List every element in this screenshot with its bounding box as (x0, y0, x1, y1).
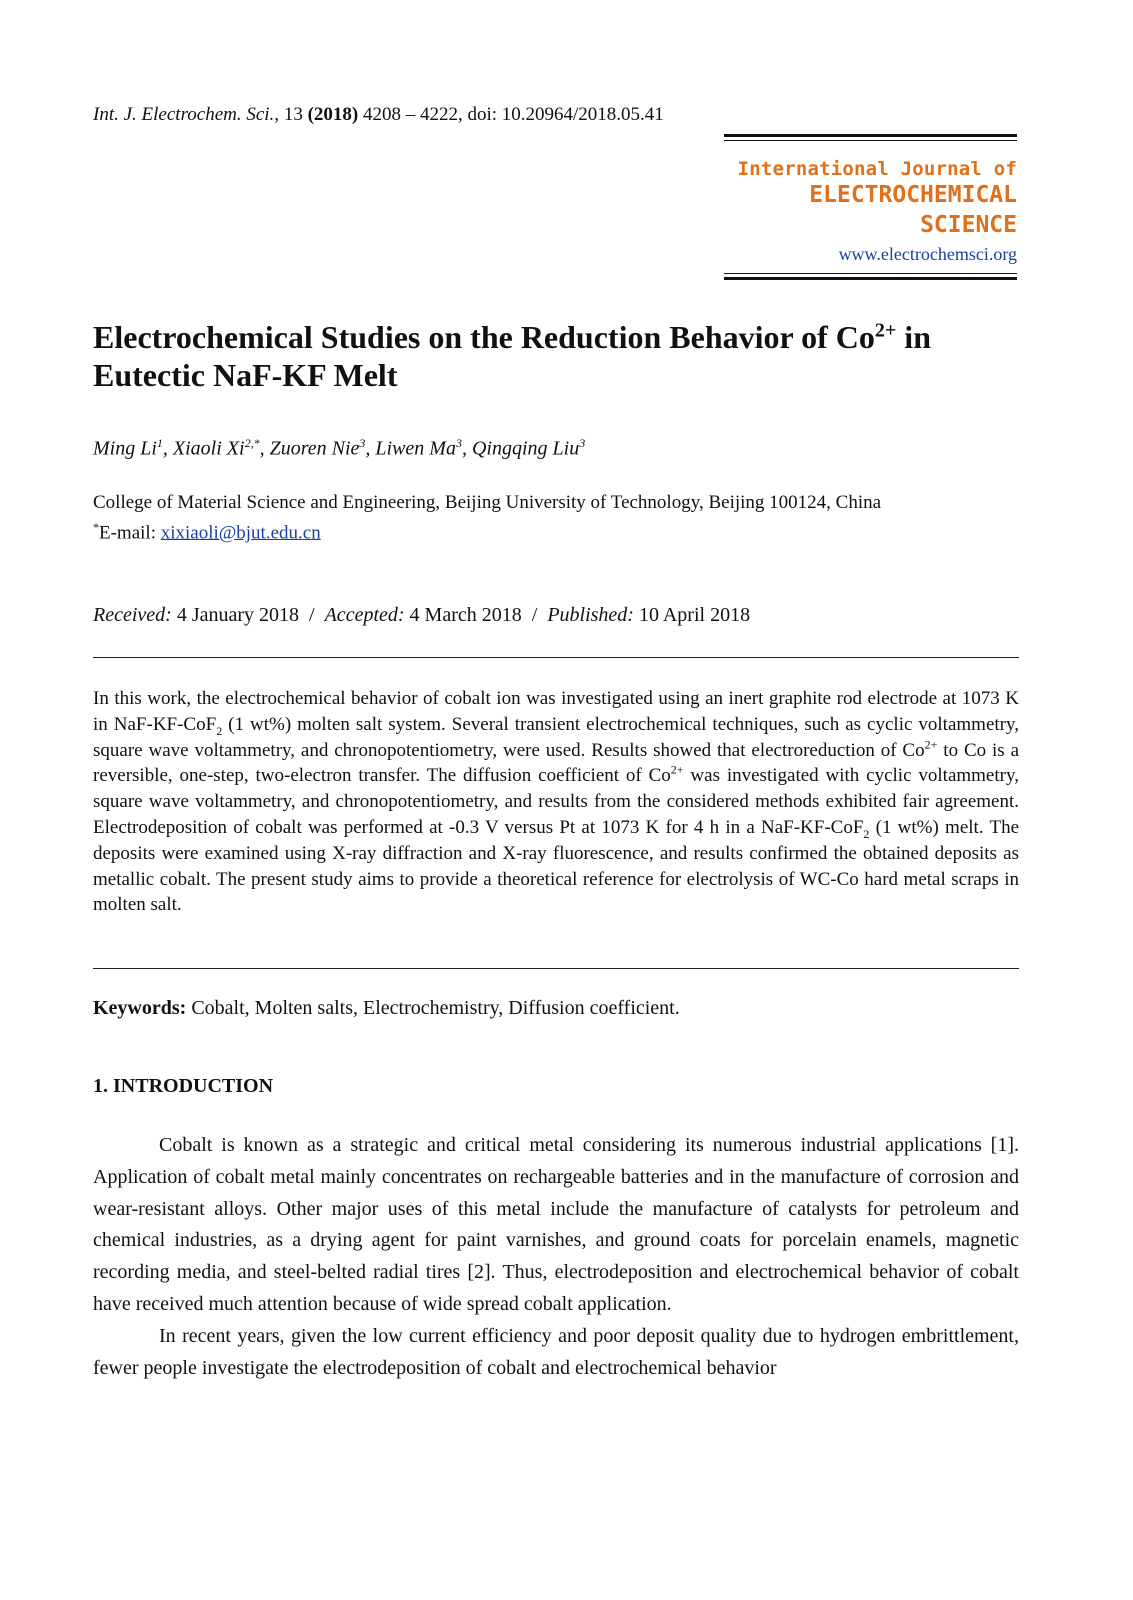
affiliation-text: College of Material Science and Engineering, Beijing University of Technology, Beijing 100124, China (93, 492, 882, 513)
brand-rule (724, 277, 1017, 280)
abstract-text: (1 wt%) melt. The deposits were examined using X-ray diffraction and X-ray fluorescence, and results confirmed the obtained deposits as metallic cobalt. The present study aims to provide a theoretical reference for electrolysis of WC-Co hard metal scraps in molten salt. (93, 816, 1019, 916)
body-text (93, 1130, 1019, 1384)
abstract-bottom-rule (93, 968, 1019, 969)
paragraph: In recent years, given the low current efficiency and poor deposit quality due to hydrogen embrittlement, fewer people investigate the electrodeposition of cobalt and electrochemical behavior (93, 1324, 1019, 1379)
abstract (93, 686, 1019, 918)
author: Liwen Ma (375, 437, 456, 460)
keywords-label: Keywords: (93, 997, 187, 1019)
abstract-text: to Co is a reversible, one-step, two-electron transfer. The diffusion coefficient of Co (93, 739, 1020, 787)
volume: 13 (283, 104, 303, 125)
brand-rule (724, 134, 1017, 137)
corresponding-mark: * (93, 520, 99, 534)
received-date: 4 January 2018 (176, 604, 300, 626)
brand-line-1: International Journal of (737, 158, 1017, 180)
author: Ming Li (93, 437, 157, 460)
abstract-top-rule (93, 657, 1019, 658)
journal-brand (724, 134, 1017, 280)
author: Qingqing Liu (471, 437, 580, 460)
title-superscript: 2+ (874, 319, 897, 342)
subscript: 2 (863, 826, 870, 841)
author-affil-mark: 3 (455, 436, 462, 450)
abstract-text: (1 wt%) molten salt system. Several transient electrochemical techniques, such as cyclic voltammetry, square wave voltammetry, and chronopotentiometry, were used. Results showed that electroreduction of Co (93, 713, 1020, 761)
author-affil-mark: 2,* (244, 436, 260, 450)
subscript: 2 (216, 723, 223, 738)
citation-line (93, 104, 664, 126)
author-affil-mark: 3 (359, 436, 366, 450)
accepted-date: 4 March 2018 (409, 604, 522, 626)
abstract-text: In this work, the electrochemical behavior of cobalt ion was investigated using an inert graphite rod electrode at 1073 K in NaF-KF-CoF (93, 688, 1019, 735)
paragraph: Cobalt is known as a strategic and critical metal considering its numerous industrial applications [1]. Application of cobalt metal mainly concentrates on rechargeable batteries and in the manufacture of corrosion and wear-resistant alloys. Other major uses of this metal include the manufacture of catalysts for petroleum and chemical industries, as a drying agent for paint varnishes, and ground coats for porcelain enamels, magnetic recording media, and steel-belted radial tires [2]. Thus, electrodeposition and electrochemical behavior of cobalt have received much attention because of wide spread cobalt application. (93, 1134, 1019, 1315)
author: Zuoren Nie (269, 437, 360, 460)
email-link[interactable]: xixiaoli@bjut.edu.cn (160, 522, 321, 544)
abstract-text: was investigated with cyclic voltammetry, square wave voltammetry, and chronopotentiometry, and results from the considered methods exhibited fair agreement. Electrodeposition of cobalt was performed at -0.3 V versus Pt at 1073 K for 4 h in a NaF-KF-CoF (93, 765, 1019, 838)
pages-doi: 4208 – 4222, doi: 10.20964/2018.05.41 (362, 104, 664, 125)
author-list: Ming Li$^1$, Xiaoli $Xi^{2,*}$, Zuoren Nie$^3$, Liwen Ma$^3$, Qingqing Liu$^3$ (93, 436, 586, 460)
email-prefix: E-mail: (99, 522, 161, 544)
brand-line-3: SCIENCE (920, 212, 1017, 238)
title-part-2: in Eutectic NaF-KF Melt (93, 319, 931, 393)
separator: / (531, 604, 538, 626)
published-label: Published: (547, 604, 634, 626)
author-affil-mark: 3 (579, 436, 586, 450)
email-line (93, 515, 1033, 545)
brand-line-2: ELECTROCHEMICAL (809, 182, 1017, 208)
affiliation-block (93, 490, 1033, 545)
superscript: 2+ (924, 737, 938, 752)
author-affil-mark: 1 (156, 436, 163, 450)
year: (2018) (307, 104, 359, 125)
journal-url-link[interactable]: www.electrochemsci.org (838, 244, 1017, 264)
paper-title (93, 318, 1043, 394)
keywords-text: Cobalt, Molten salts, Electrochemistry, Diffusion coefficient. (186, 997, 680, 1019)
title-part-1: Electrochemical Studies on the Reduction Behavior of Co (93, 319, 875, 355)
superscript: 2+ (670, 763, 684, 778)
keywords-line (93, 997, 680, 1020)
brand-rule (724, 140, 1017, 141)
author: Xiaoli Xi (172, 437, 245, 460)
dates-line (93, 604, 750, 627)
brand-rule (724, 273, 1017, 274)
accepted-label: Accepted: (324, 604, 405, 626)
received-label: Received: (93, 604, 172, 626)
separator: / (309, 604, 315, 626)
journal-abbrev: Int. J. Electrochem. Sci., (93, 104, 280, 125)
published-date: 10 April 2018 (638, 604, 751, 626)
section-heading: 1. INTRODUCTION (93, 1075, 274, 1097)
